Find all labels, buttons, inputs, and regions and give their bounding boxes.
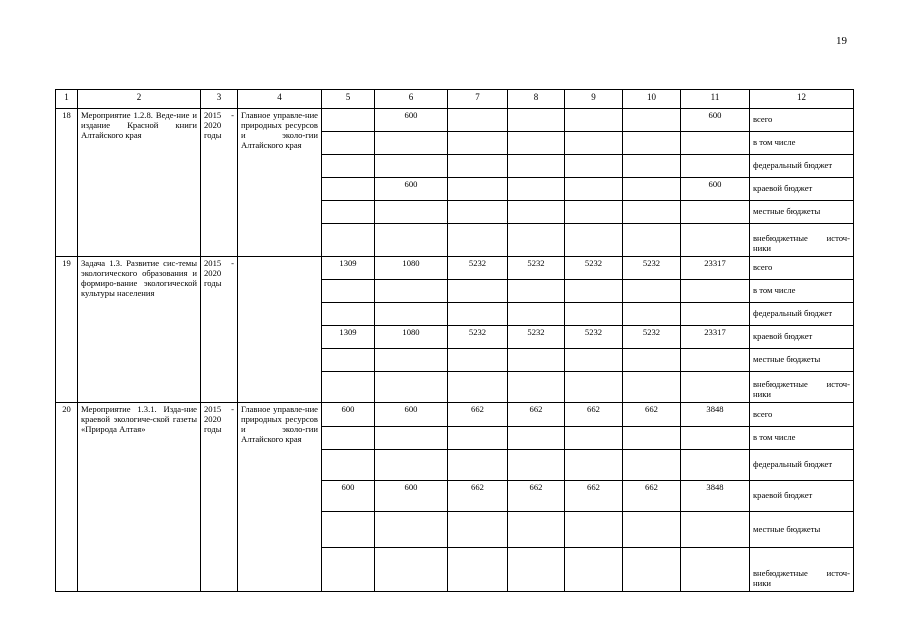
value-cell <box>508 201 565 224</box>
value-cell <box>623 109 681 132</box>
value-cell <box>375 427 448 450</box>
value-cell <box>681 224 750 257</box>
value-cell: 662 <box>623 403 681 427</box>
funding-source-cell: местные бюджеты <box>750 512 854 548</box>
value-cell <box>375 303 448 326</box>
value-cell: 3848 <box>681 403 750 427</box>
value-cell: 5232 <box>508 257 565 280</box>
value-cell: 3848 <box>681 481 750 512</box>
value-cell <box>508 548 565 592</box>
value-cell <box>681 512 750 548</box>
funding-source-cell: федеральный бюджет <box>750 303 854 326</box>
funding-source-cell: всего <box>750 257 854 280</box>
value-cell <box>375 548 448 592</box>
value-cell <box>681 548 750 592</box>
value-cell: 23317 <box>681 257 750 280</box>
value-cell: 600 <box>681 109 750 132</box>
value-cell <box>623 512 681 548</box>
funding-source-cell: всего <box>750 109 854 132</box>
value-cell <box>375 224 448 257</box>
value-cell: 5232 <box>508 326 565 349</box>
value-cell: 1080 <box>375 326 448 349</box>
value-cell <box>375 201 448 224</box>
value-cell: 600 <box>375 403 448 427</box>
value-cell <box>448 548 508 592</box>
value-cell <box>623 178 681 201</box>
executor-cell: Главное управле-ние природных ресурсов и эколо-гии Алтайского края <box>238 109 322 257</box>
value-cell <box>448 450 508 481</box>
table-row <box>56 257 854 280</box>
value-cell <box>565 450 623 481</box>
value-cell <box>508 512 565 548</box>
value-cell <box>448 109 508 132</box>
value-cell: 5232 <box>623 326 681 349</box>
value-cell <box>508 155 565 178</box>
column-header: 10 <box>623 90 681 109</box>
program-activities-table <box>55 89 854 592</box>
value-cell <box>322 178 375 201</box>
value-cell <box>565 548 623 592</box>
value-cell <box>565 427 623 450</box>
value-cell: 23317 <box>681 326 750 349</box>
value-cell: 1309 <box>322 326 375 349</box>
funding-source-cell: краевой бюджет <box>750 481 854 512</box>
value-cell: 662 <box>448 481 508 512</box>
value-cell <box>623 427 681 450</box>
value-cell: 1309 <box>322 257 375 280</box>
value-cell <box>565 303 623 326</box>
activity-name-cell: Мероприятие 1.3.1. Изда-ние краевой экологиче-ской газеты «Природа Алтая» <box>78 403 201 592</box>
value-cell <box>565 155 623 178</box>
value-cell <box>623 349 681 372</box>
value-cell <box>375 512 448 548</box>
page-number: 19 <box>836 35 847 47</box>
value-cell <box>623 201 681 224</box>
value-cell <box>681 132 750 155</box>
funding-source-cell: краевой бюджет <box>750 326 854 349</box>
activity-name-cell: Задача 1.3. Развитие сис-темы экологического образования и формиро-вание экологической культуры населения <box>78 257 201 403</box>
value-cell <box>322 303 375 326</box>
column-header: 6 <box>375 90 448 109</box>
value-cell <box>322 427 375 450</box>
column-header: 2 <box>78 90 201 109</box>
value-cell: 5232 <box>623 257 681 280</box>
value-cell: 600 <box>322 481 375 512</box>
value-cell <box>448 132 508 155</box>
value-cell <box>508 224 565 257</box>
value-cell <box>322 155 375 178</box>
value-cell <box>565 280 623 303</box>
value-cell <box>508 132 565 155</box>
funding-source-cell: федеральный бюджет <box>750 450 854 481</box>
column-header: 7 <box>448 90 508 109</box>
column-header: 8 <box>508 90 565 109</box>
value-cell <box>623 303 681 326</box>
value-cell: 5232 <box>448 326 508 349</box>
value-cell <box>508 280 565 303</box>
value-cell: 662 <box>565 403 623 427</box>
value-cell <box>322 450 375 481</box>
value-cell <box>448 280 508 303</box>
value-cell <box>448 155 508 178</box>
value-cell <box>565 372 623 403</box>
value-cell <box>623 224 681 257</box>
value-cell: 1080 <box>375 257 448 280</box>
funding-source-cell: краевой бюджет <box>750 178 854 201</box>
value-cell: 662 <box>448 403 508 427</box>
value-cell <box>565 178 623 201</box>
value-cell <box>448 349 508 372</box>
period-cell: 2015 - 2020 годы <box>201 403 238 592</box>
value-cell <box>508 450 565 481</box>
value-cell <box>623 280 681 303</box>
value-cell <box>322 109 375 132</box>
value-cell <box>681 201 750 224</box>
period-cell: 2015 - 2020 годы <box>201 257 238 403</box>
value-cell: 662 <box>508 403 565 427</box>
value-cell <box>322 132 375 155</box>
value-cell <box>623 155 681 178</box>
value-cell: 600 <box>375 481 448 512</box>
value-cell <box>322 201 375 224</box>
funding-source-cell: в том числе <box>750 132 854 155</box>
column-header: 9 <box>565 90 623 109</box>
value-cell <box>681 427 750 450</box>
value-cell <box>508 109 565 132</box>
funding-source-cell: федеральный бюджет <box>750 155 854 178</box>
value-cell <box>623 372 681 403</box>
value-cell <box>375 132 448 155</box>
value-cell <box>375 280 448 303</box>
value-cell: 600 <box>375 109 448 132</box>
value-cell <box>322 224 375 257</box>
funding-source-cell: в том числе <box>750 280 854 303</box>
executor-cell <box>238 257 322 403</box>
value-cell <box>681 450 750 481</box>
value-cell <box>375 349 448 372</box>
funding-source-cell: внебюджетные источ-ники <box>750 224 854 257</box>
value-cell <box>322 349 375 372</box>
header-row <box>56 90 854 109</box>
value-cell: 5232 <box>565 257 623 280</box>
value-cell <box>448 372 508 403</box>
row-number-cell: 19 <box>56 257 78 403</box>
funding-source-cell: местные бюджеты <box>750 349 854 372</box>
funding-source-cell: внебюджетные источ-ники <box>750 372 854 403</box>
value-cell <box>448 512 508 548</box>
funding-source-cell: внебюджетные источ-ники <box>750 548 854 592</box>
value-cell <box>681 155 750 178</box>
value-cell: 662 <box>623 481 681 512</box>
value-cell <box>681 303 750 326</box>
value-cell <box>448 201 508 224</box>
value-cell <box>508 372 565 403</box>
value-cell: 5232 <box>448 257 508 280</box>
activity-name-cell: Мероприятие 1.2.8. Веде-ние и издание Красной книги Алтайского края <box>78 109 201 257</box>
value-cell <box>322 548 375 592</box>
value-cell <box>508 427 565 450</box>
value-cell <box>565 349 623 372</box>
value-cell <box>508 303 565 326</box>
value-cell: 662 <box>508 481 565 512</box>
value-cell <box>623 132 681 155</box>
value-cell: 5232 <box>565 326 623 349</box>
funding-source-cell: всего <box>750 403 854 427</box>
value-cell <box>623 548 681 592</box>
value-cell <box>681 349 750 372</box>
table-row <box>56 109 854 132</box>
value-cell <box>565 109 623 132</box>
value-cell <box>448 178 508 201</box>
value-cell: 662 <box>565 481 623 512</box>
value-cell <box>322 280 375 303</box>
value-cell <box>681 280 750 303</box>
column-header: 12 <box>750 90 854 109</box>
value-cell <box>375 155 448 178</box>
value-cell: 600 <box>681 178 750 201</box>
value-cell <box>448 224 508 257</box>
value-cell <box>565 224 623 257</box>
column-header: 4 <box>238 90 322 109</box>
column-header: 11 <box>681 90 750 109</box>
value-cell <box>375 450 448 481</box>
value-cell <box>623 450 681 481</box>
value-cell <box>508 349 565 372</box>
row-number-cell: 20 <box>56 403 78 592</box>
table-row <box>56 403 854 427</box>
column-header: 3 <box>201 90 238 109</box>
period-cell: 2015 - 2020 годы <box>201 109 238 257</box>
value-cell <box>565 132 623 155</box>
value-cell <box>508 178 565 201</box>
value-cell <box>375 372 448 403</box>
value-cell <box>565 512 623 548</box>
value-cell <box>322 372 375 403</box>
column-header: 5 <box>322 90 375 109</box>
value-cell <box>565 201 623 224</box>
value-cell: 600 <box>322 403 375 427</box>
value-cell: 600 <box>375 178 448 201</box>
funding-source-cell: местные бюджеты <box>750 201 854 224</box>
value-cell <box>681 372 750 403</box>
funding-source-cell: в том числе <box>750 427 854 450</box>
value-cell <box>448 303 508 326</box>
value-cell <box>322 512 375 548</box>
column-header: 1 <box>56 90 78 109</box>
value-cell <box>448 427 508 450</box>
executor-cell: Главное управле-ние природных ресурсов и эколо-гии Алтайского края <box>238 403 322 592</box>
row-number-cell: 18 <box>56 109 78 257</box>
